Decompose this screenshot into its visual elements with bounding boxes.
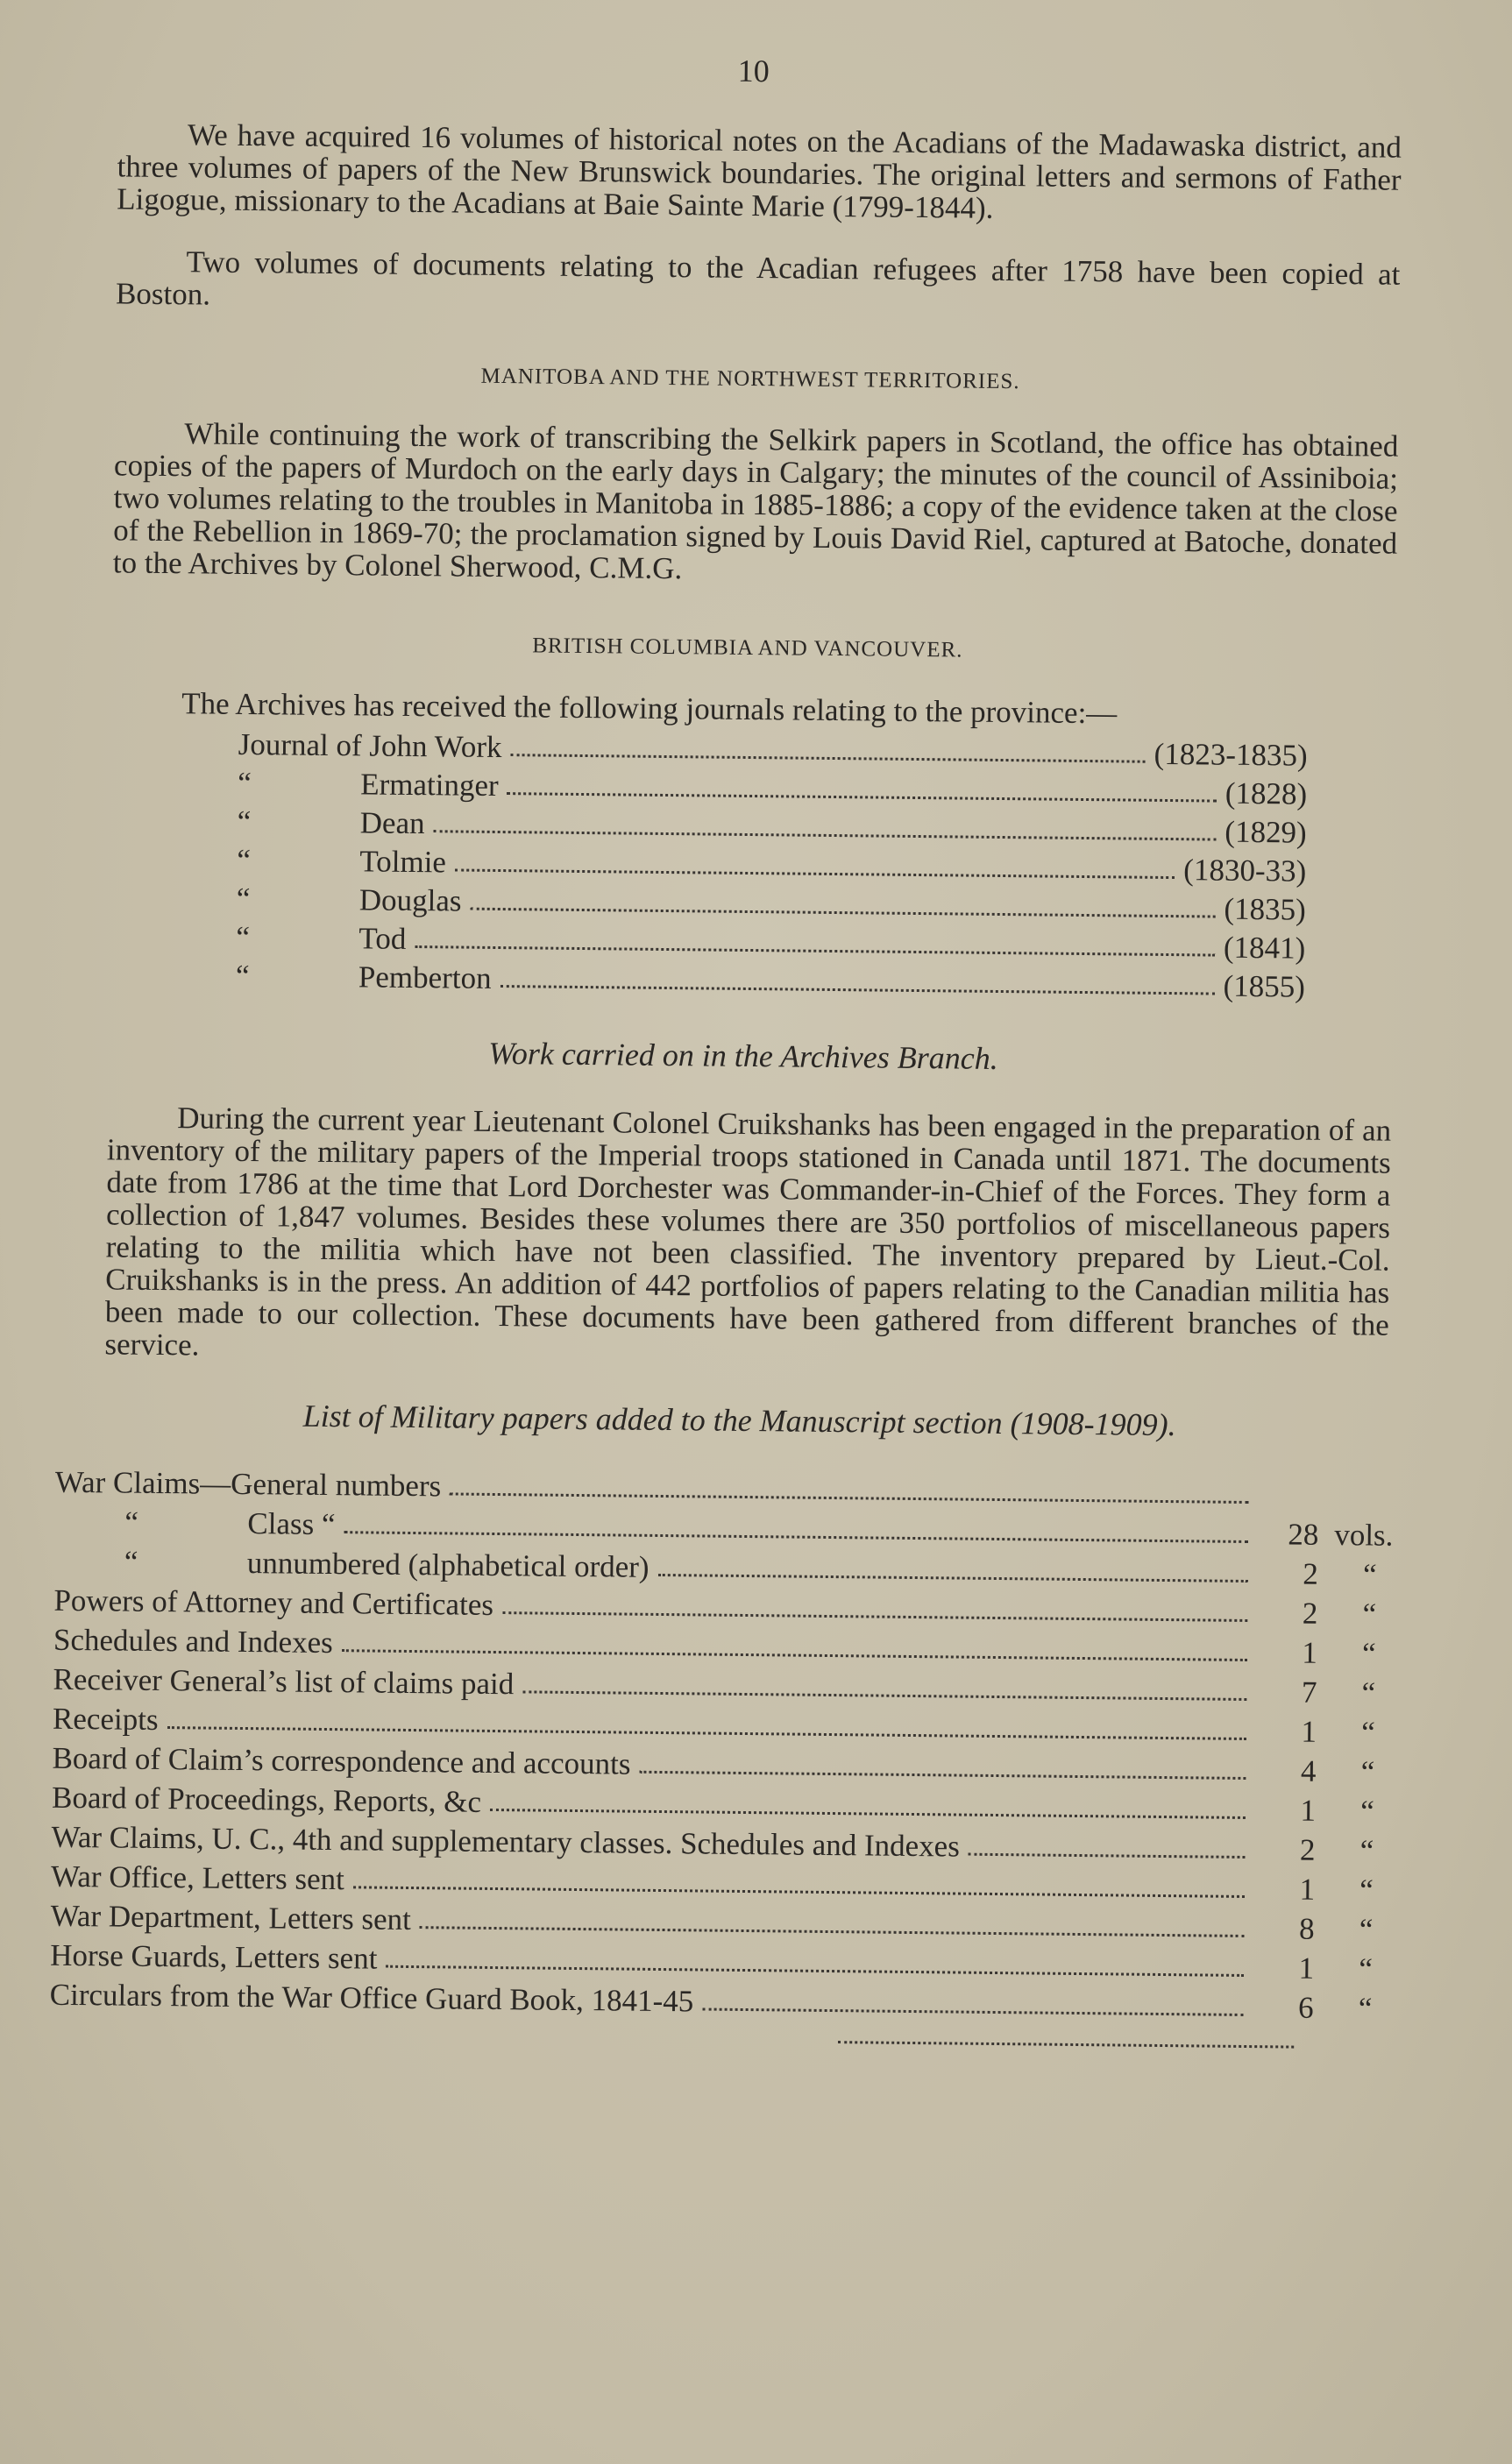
- leader-dots: [502, 1601, 1248, 1622]
- journal-date: (1855): [1223, 968, 1306, 1004]
- journal-date: (1828): [1225, 775, 1308, 811]
- item-count: 1: [1299, 1872, 1316, 1907]
- leader-dots: [969, 1843, 1246, 1859]
- leader-dots: [522, 1680, 1246, 1701]
- item-label: unnumbered (alphabetical order): [246, 1546, 650, 1584]
- item-label: Board of Claim’s correspondence and accounts: [52, 1740, 631, 1781]
- journal-name: Tod: [358, 921, 407, 956]
- item-label: Receiver General’s list of claims paid: [53, 1661, 515, 1702]
- leader-dots: [342, 1639, 1247, 1661]
- item-unit: “: [1362, 1597, 1377, 1632]
- journal-name: Journal of John Work: [238, 726, 502, 765]
- item-unit: “: [1359, 1912, 1374, 1947]
- item-label: Board of Proceedings, Reports, &c: [51, 1780, 482, 1819]
- ditto-mark: “: [237, 842, 252, 878]
- item-unit: “: [1361, 1675, 1376, 1710]
- item-unit: vols.: [1334, 1518, 1394, 1553]
- heading-british-columbia: BRITISH COLUMBIA AND VANCOUVER.: [532, 634, 963, 662]
- leader-dots: [450, 1482, 1249, 1504]
- paragraph-military-inventory: During the current year Lieutenant Colonel Cruikshanks has been engaged in the preparation of an inventory of the military papers of the Imperial troops stationed in Canada until 1871. The documents date from 1786 at the time that Lord Dorchester was Commander-in-Chief of the Forces. They form a collection of 1,847 volumes. Besides these volumes there are 350 portfolios of miscellaneous papers relating to the militia which have not been classified. The inventory prepared by Lieut.-Col. Cruikshanks is in the press. An addition of 442 portfolios of papers relating to the Canadian militia has been made to our collection. These documents have been gathered from different branches of the service.: [104, 1101, 1392, 1363]
- item-unit: [1319, 1505, 1423, 1506]
- item-count: 1: [1300, 1793, 1317, 1828]
- item-unit: “: [1361, 1636, 1376, 1671]
- journal-name: Tolmie: [359, 844, 447, 880]
- item-label: War Office, Letters sent: [50, 1859, 345, 1897]
- item-label: Powers of Attorney and Certificates: [53, 1582, 494, 1622]
- leader-dots: [344, 1520, 1248, 1543]
- military-papers-list: [49, 1465, 1423, 2050]
- leader-dots: [508, 782, 1217, 802]
- item-count: 6: [1297, 1990, 1314, 2025]
- leader-dots: [353, 1875, 1245, 1898]
- ditto-mark: “: [124, 1544, 138, 1579]
- journal-date: (1841): [1223, 930, 1306, 966]
- leader-dots: [500, 974, 1214, 995]
- item-unit: “: [1360, 1754, 1375, 1789]
- leader-dots: [470, 896, 1215, 917]
- heading-military-papers: List of Military papers added to the Manuscript section (1908-1909).: [302, 1398, 1176, 1443]
- item-label: War Claims—General numbers: [54, 1464, 442, 1504]
- journal-date: (1823-1835): [1154, 736, 1308, 773]
- leader-dots: [838, 2032, 1294, 2048]
- item-count: 28: [1288, 1517, 1319, 1552]
- ditto-mark: “: [236, 919, 251, 955]
- paragraph-acadians: We have acquired 16 volumes of historical notes on the Acadians of the Madawaska district, and three volumes of papers of the New Brunswick boundaries. The original letters and sermons of Father Ligogue, missionary to the Acadians at Baie Sainte Marie (1799-1844).: [117, 117, 1402, 225]
- leader-dots: [702, 1998, 1244, 2016]
- item-count: 4: [1300, 1753, 1317, 1788]
- item-label: Receipts: [52, 1701, 159, 1737]
- item-unit: “: [1359, 1833, 1374, 1868]
- item-count: 8: [1298, 1911, 1315, 1946]
- journals-intro: The Archives has received the following journals relating to the province:—: [181, 686, 1118, 731]
- item-count: 2: [1302, 1596, 1318, 1631]
- leader-dots: [657, 1563, 1247, 1582]
- item-label: Schedules and Indexes: [53, 1622, 333, 1660]
- item-count: 1: [1301, 1714, 1317, 1749]
- item-label: Horse Guards, Letters sent: [50, 1937, 378, 1976]
- journal-name: Pemberton: [358, 959, 492, 995]
- journal-name: Ermatinger: [360, 767, 499, 803]
- ditto-mark: “: [235, 958, 250, 994]
- leader-dots: [386, 1955, 1244, 1977]
- page-number: 10: [737, 53, 770, 89]
- page-content: [49, 46, 1437, 2050]
- heading-manitoba: MANITOBA AND THE NORTHWEST TERRITORIES.: [480, 364, 1020, 394]
- item-count: 7: [1301, 1675, 1317, 1710]
- item-unit: “: [1359, 1873, 1374, 1908]
- item-label: War Department, Letters sent: [50, 1898, 412, 1937]
- journal-date: (1829): [1225, 814, 1307, 850]
- ditto-mark: “: [237, 804, 252, 839]
- journal-list: [60, 726, 1308, 1009]
- paragraph-acadian-refugees: Two volumes of documents relating to the Acadian refugees after 1758 have been copied at Boston.: [115, 244, 1401, 312]
- leader-dots: [434, 819, 1217, 840]
- ditto-mark: “: [124, 1505, 139, 1540]
- leader-dots: [455, 858, 1175, 879]
- item-count: 1: [1302, 1635, 1318, 1670]
- leader-dots: [490, 1798, 1246, 1819]
- heading-archives-work: Work carried on in the Archives Branch.: [488, 1035, 998, 1076]
- leader-dots: [639, 1760, 1246, 1780]
- item-unit: “: [1360, 1794, 1374, 1829]
- journal-name: Dean: [359, 805, 425, 841]
- item-unit: “: [1362, 1557, 1377, 1592]
- ditto-mark: “: [238, 765, 252, 801]
- journal-date: (1830-33): [1183, 853, 1307, 889]
- journal-name: Douglas: [358, 882, 462, 918]
- leader-dots: [167, 1716, 1246, 1740]
- journal-date: (1835): [1224, 891, 1306, 927]
- leader-dots: [510, 743, 1145, 763]
- item-count: 2: [1299, 1832, 1316, 1867]
- leader-dots: [415, 935, 1215, 957]
- leader-dots: [420, 1915, 1245, 1937]
- item-label: War Claims, U. C., 4th and supplementary classes. Schedules and Indexes: [51, 1819, 961, 1864]
- item-count: 1: [1298, 1951, 1315, 1986]
- item-unit: “: [1359, 1951, 1374, 1986]
- item-count: 2: [1303, 1556, 1319, 1591]
- ditto-mark: “: [236, 881, 251, 917]
- paragraph-manitoba: While continuing the work of transcribing the Selkirk papers in Scotland, the office has obtained copies of the papers of Murdoch on the early days in Calgary; the minutes of the council of Assiniboia; two volumes relating to the troubles in Manitoba in 1885-1886; a copy of the evidence taken at the close of the Rebellion in 1869-70; the proclamation signed by Louis David Riel, captured at Batoche, donated to the Archives by Colonel Sherwood, C.M.G.: [112, 416, 1399, 586]
- item-label: Class “: [247, 1506, 336, 1542]
- item-unit: “: [1358, 1991, 1373, 2026]
- item-label: Circulars from the War Office Guard Book, 1841-45: [49, 1977, 694, 2019]
- item-unit: “: [1360, 1715, 1375, 1750]
